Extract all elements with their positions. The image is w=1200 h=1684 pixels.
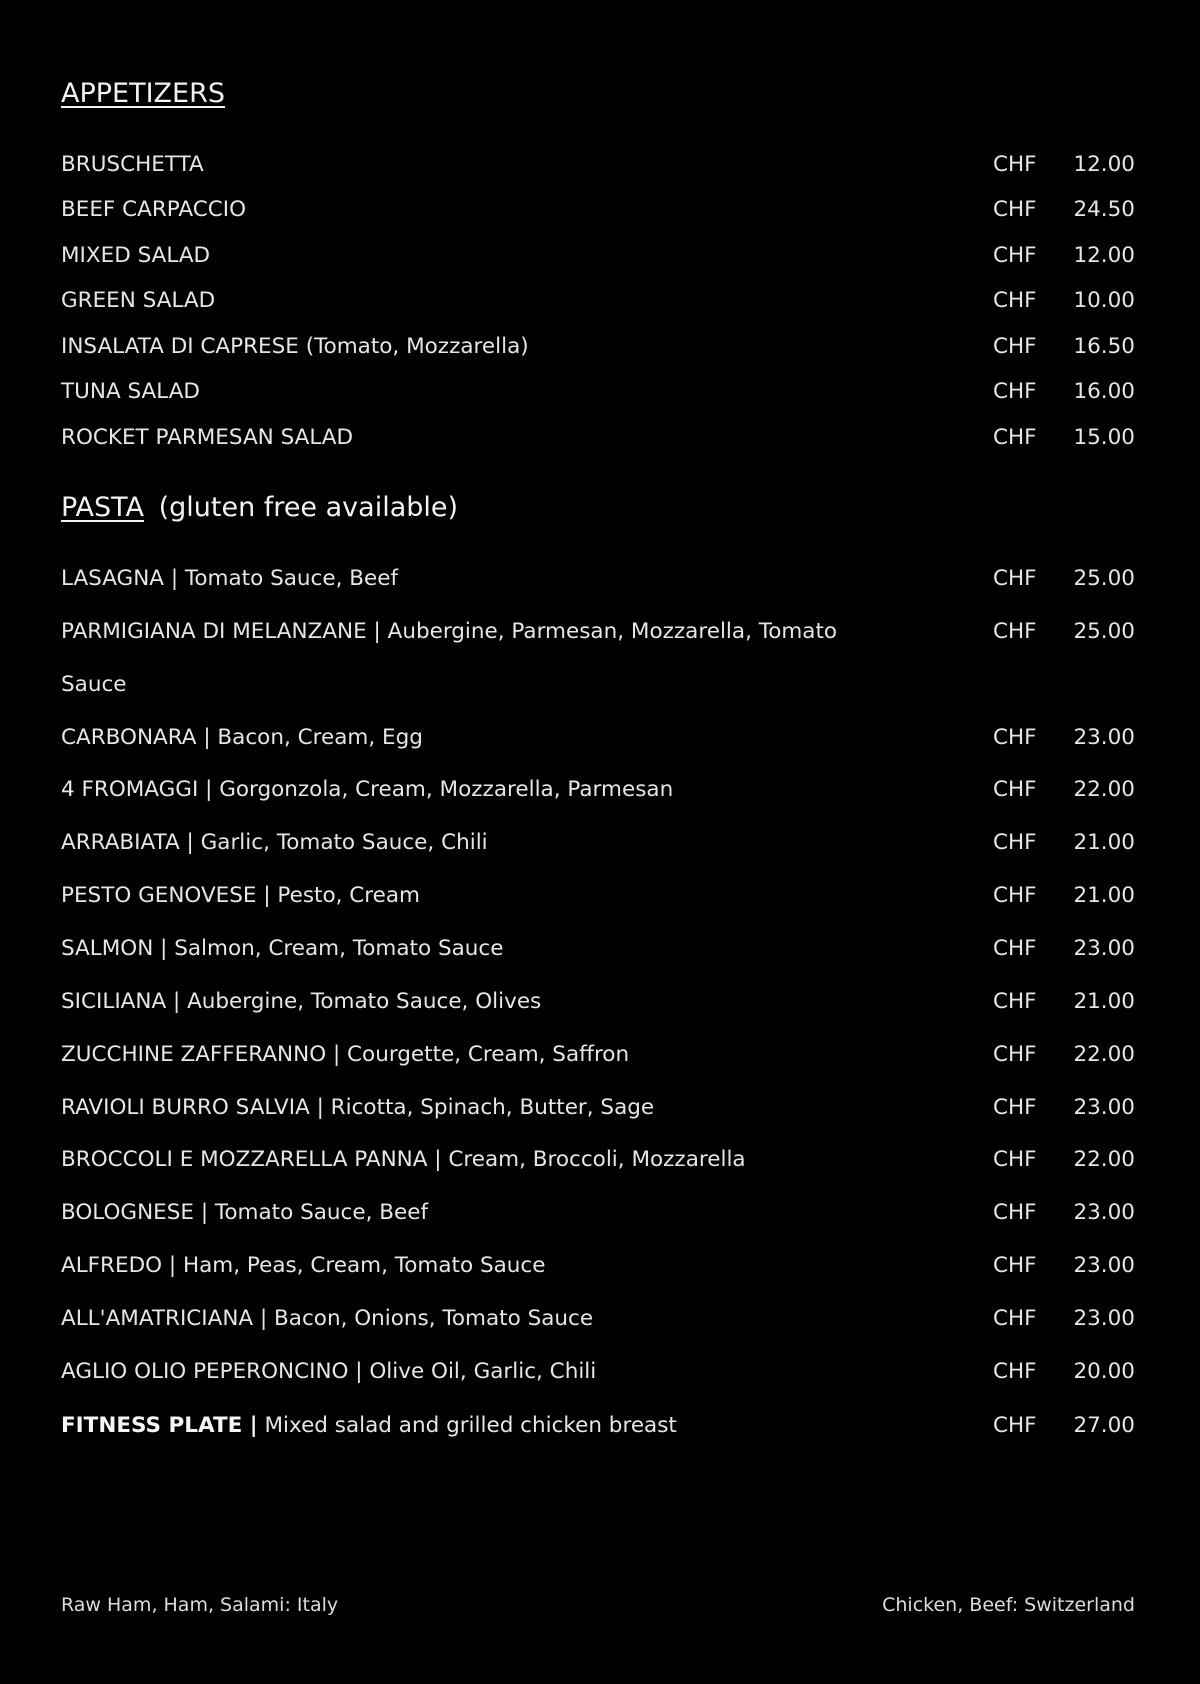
item-name: ALFREDO | Ham, Peas, Cream, Tomato Sauce	[61, 1253, 546, 1278]
item-name: AGLIO OLIO PEPERONCINO | Olive Oil, Garlic, Chili	[61, 1359, 597, 1384]
item-currency: CHF	[993, 334, 1037, 359]
footer-origin-left: Raw Ham, Ham, Salami: Italy	[61, 1594, 339, 1616]
item-name: BRUSCHETTA	[61, 152, 204, 177]
item-currency: CHF	[993, 1095, 1037, 1120]
item-name: RAVIOLI BURRO SALVIA | Ricotta, Spinach, Butter, Sage	[61, 1095, 655, 1120]
item-currency: CHF	[993, 425, 1037, 450]
item-currency: CHF	[993, 830, 1037, 855]
item-currency: CHF	[993, 197, 1037, 222]
item-currency: CHF	[993, 989, 1037, 1014]
item-currency: CHF	[993, 936, 1037, 961]
item-currency: CHF	[993, 777, 1037, 802]
item-price: 25.00	[1073, 619, 1135, 644]
item-name: PARMIGIANA DI MELANZANE | Aubergine, Parmesan, Mozzarella, Tomato Sauce	[61, 619, 838, 697]
item-currency: CHF	[993, 1042, 1037, 1067]
item-price: 22.00	[1073, 1147, 1135, 1172]
item-name: BOLOGNESE | Tomato Sauce, Beef	[61, 1200, 429, 1225]
item-price: 21.00	[1073, 989, 1135, 1014]
item-name: SICILIANA | Aubergine, Tomato Sauce, Olives	[61, 989, 542, 1014]
item-name: INSALATA DI CAPRESE (Tomato, Mozzarella)	[61, 334, 529, 359]
appetizers-title: APPETIZERS	[61, 78, 226, 109]
pasta-heading	[61, 491, 458, 525]
item-price: 12.00	[1073, 243, 1135, 268]
item-price: 24.50	[1073, 197, 1135, 222]
item-price: 21.00	[1073, 830, 1135, 855]
item-name: LASAGNA | Tomato Sauce, Beef	[61, 566, 399, 591]
item-price: 23.00	[1073, 725, 1135, 750]
item-name: SALMON | Salmon, Cream, Tomato Sauce	[61, 936, 504, 961]
item-price: 10.00	[1073, 288, 1135, 313]
item-name: CARBONARA | Bacon, Cream, Egg	[61, 725, 423, 750]
item-price: 20.00	[1073, 1359, 1135, 1384]
item-name: PESTO GENOVESE | Pesto, Cream	[61, 883, 421, 908]
item-price: 12.00	[1073, 152, 1135, 177]
item-price: 23.00	[1073, 1200, 1135, 1225]
item-currency: CHF	[993, 883, 1037, 908]
pasta-title: PASTA	[61, 492, 145, 523]
item-currency: CHF	[993, 1200, 1037, 1225]
pasta-subtitle: (gluten free available)	[158, 492, 459, 523]
item-name: ROCKET PARMESAN SALAD	[61, 425, 354, 450]
item-price: 23.00	[1073, 1095, 1135, 1120]
item-price: 16.50	[1073, 334, 1135, 359]
item-description: Mixed salad and grilled chicken breast	[264, 1413, 677, 1438]
item-name-bold: FITNESS PLATE |	[61, 1413, 258, 1438]
item-currency: CHF	[993, 1147, 1037, 1172]
item-name: MIXED SALAD	[61, 243, 211, 268]
item-price: 22.00	[1073, 777, 1135, 802]
appetizers-heading	[61, 77, 225, 111]
item-currency: CHF	[993, 1359, 1037, 1384]
item-currency: CHF	[993, 243, 1037, 268]
item-price: 25.00	[1073, 566, 1135, 591]
item-name: GREEN SALAD	[61, 288, 216, 313]
item-name: ALL'AMATRICIANA | Bacon, Onions, Tomato Sauce	[61, 1306, 594, 1331]
item-name: BEEF CARPACCIO	[61, 197, 246, 222]
item-currency: CHF	[993, 619, 1037, 644]
item-currency: CHF	[993, 152, 1037, 177]
item-price: 15.00	[1073, 425, 1135, 450]
item-currency: CHF	[993, 288, 1037, 313]
item-currency: CHF	[993, 725, 1037, 750]
item-price: 27.00	[1073, 1413, 1135, 1438]
item-currency: CHF	[993, 1413, 1037, 1438]
item-currency: CHF	[993, 379, 1037, 404]
item-price: 21.00	[1073, 883, 1135, 908]
footer-origin-right: Chicken, Beef: Switzerland	[882, 1594, 1135, 1616]
item-currency: CHF	[993, 566, 1037, 591]
item-name: 4 FROMAGGI | Gorgonzola, Cream, Mozzarella, Parmesan	[61, 777, 674, 802]
item-name: TUNA SALAD	[61, 379, 200, 404]
item-name: ARRABIATA | Garlic, Tomato Sauce, Chili	[61, 830, 488, 855]
item-name: ZUCCHINE ZAFFERANNO | Courgette, Cream, Saffron	[61, 1042, 630, 1067]
item-currency: CHF	[993, 1306, 1037, 1331]
item-currency: CHF	[993, 1253, 1037, 1278]
item-price: 23.00	[1073, 1306, 1135, 1331]
item-name	[61, 1411, 677, 1441]
item-price: 23.00	[1073, 936, 1135, 961]
item-price: 22.00	[1073, 1042, 1135, 1067]
item-price: 16.00	[1073, 379, 1135, 404]
item-price: 23.00	[1073, 1253, 1135, 1278]
item-name: BROCCOLI E MOZZARELLA PANNA | Cream, Broccoli, Mozzarella	[61, 1147, 746, 1172]
